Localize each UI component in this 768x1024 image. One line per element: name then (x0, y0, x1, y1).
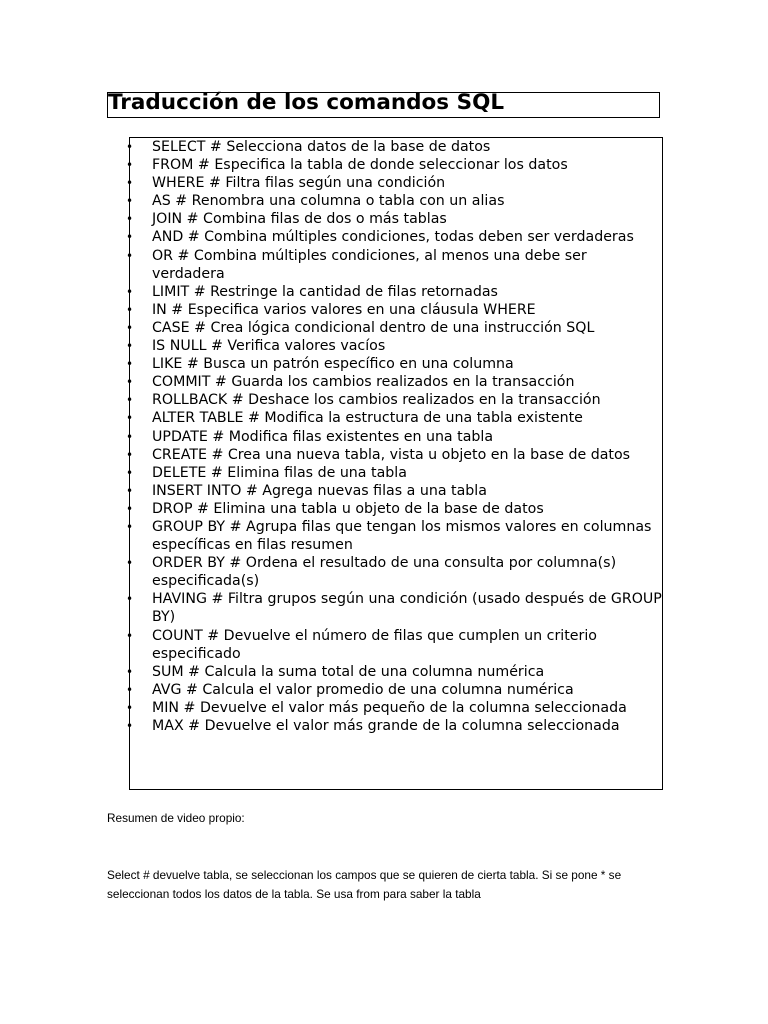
list-item (126, 301, 662, 319)
list-item (126, 138, 662, 156)
list-item (126, 373, 662, 391)
summary-heading: Resumen de video propio: (107, 811, 245, 825)
bullet-icon: • (126, 230, 134, 245)
document-title: Traducción de los comandos SQL (108, 90, 505, 115)
list-item (126, 428, 662, 446)
bullet-icon: • (126, 411, 134, 426)
list-item (126, 409, 662, 427)
bullet-icon: • (126, 194, 134, 209)
summary-text: Select # devuelve tabla, se seleccionan los campos que se quieren de cierta tabla. Si se pone * se seleccionan todos los datos de la tabla. Se usa from para saber la tabla (107, 868, 622, 901)
bullet-icon: • (126, 519, 134, 534)
list-item-text: MAX # Devuelve el valor más grande de la columna seleccionada (152, 718, 620, 734)
bullet-icon: • (126, 212, 134, 227)
bullet-icon: • (126, 700, 134, 715)
list-item-text: ORDER BY # Ordena el resultado de una consulta por columna(s) especificada(s) (152, 555, 617, 590)
list-item (126, 174, 662, 192)
sql-commands-box (126, 137, 663, 790)
list-item-text: ROLLBACK # Deshace los cambios realizados en la transacción (152, 392, 601, 409)
list-item-text: WHERE # Filtra filas según una condición (152, 175, 446, 192)
document-title-box (107, 92, 660, 118)
bullet-icon: • (126, 158, 134, 173)
bullet-icon: • (126, 592, 134, 607)
list-item-text: IS NULL # Verifica valores vacíos (152, 338, 386, 355)
bullet-icon: • (126, 375, 134, 390)
list-item-text: GROUP BY # Agrupa filas que tengan los mismos valores en columnas específicas en filas resumen (152, 518, 652, 554)
list-item-text: LIMIT # Restringe la cantidad de filas retornadas (152, 283, 498, 300)
list-item (126, 192, 662, 210)
bullet-icon: • (126, 501, 134, 516)
list-item (126, 228, 662, 246)
list-item-text: HAVING # Filtra grupos según una condición (usado después de GROUP BY) (152, 591, 662, 626)
list-item (126, 319, 662, 337)
list-item (126, 590, 662, 626)
bullet-icon: • (126, 140, 134, 154)
list-item-text: MIN # Devuelve el valor más pequeño de la columna seleccionada (152, 699, 627, 716)
list-item (126, 355, 662, 373)
sql-commands-list (126, 138, 662, 735)
list-item (126, 699, 662, 717)
list-item-text: AVG # Calcula el valor promedio de una columna numérica (152, 681, 574, 698)
list-item (126, 247, 662, 283)
bullet-icon: • (126, 628, 134, 643)
list-item-text: JOIN # Combina filas de dos o más tablas (152, 211, 447, 228)
list-item-text: FROM # Especifica la tabla de donde seleccionar los datos (152, 157, 568, 174)
list-item (126, 518, 662, 554)
bullet-icon: • (126, 664, 134, 679)
list-item (126, 446, 662, 464)
bullet-icon: • (126, 302, 134, 317)
bullet-icon: • (126, 284, 134, 299)
bullet-icon: • (126, 176, 134, 191)
bullet-icon: • (126, 556, 134, 571)
list-item-text: SELECT # Selecciona datos de la base de datos (152, 139, 491, 155)
list-item (126, 554, 662, 590)
list-item (126, 681, 662, 699)
bullet-icon: • (126, 393, 134, 408)
list-item (126, 391, 662, 409)
list-item-text: DROP # Elimina una tabla u objeto de la base de datos (152, 500, 544, 517)
list-item-text: CREATE # Crea una nueva tabla, vista u objeto en la base de datos (152, 446, 631, 463)
list-item-text: INSERT INTO # Agrega nuevas filas a una tabla (152, 482, 487, 499)
list-item (126, 210, 662, 228)
bullet-icon: • (126, 719, 134, 733)
list-item-text: LIKE # Busca un patrón específico en una columna (152, 356, 514, 373)
bullet-icon: • (126, 320, 134, 335)
list-item (126, 717, 662, 735)
list-item (126, 663, 662, 681)
list-item (126, 500, 662, 518)
list-item (126, 337, 662, 355)
bullet-icon: • (126, 682, 134, 697)
bullet-icon: • (126, 465, 134, 480)
list-item-text: SUM # Calcula la suma total de una columna numérica (152, 663, 545, 680)
list-item-text: UPDATE # Modifica filas existentes en una tabla (152, 428, 494, 445)
bullet-icon: • (126, 483, 134, 498)
list-item-text: DELETE # Elimina filas de una tabla (152, 464, 407, 481)
bullet-icon: • (126, 248, 134, 263)
bullet-icon: • (126, 447, 134, 462)
list-item-text: AND # Combina múltiples condiciones, todas deben ser verdaderas (152, 229, 634, 246)
bullet-icon: • (126, 339, 134, 354)
list-item-text: COUNT # Devuelve el número de filas que cumplen un criterio especificado (152, 627, 597, 662)
list-item-text: IN # Especifica varios valores en una cláusula WHERE (152, 301, 536, 318)
list-item-text: OR # Combina múltiples condiciones, al menos una debe ser verdadera (152, 247, 587, 282)
list-item-text: ALTER TABLE # Modifica la estructura de una tabla existente (152, 410, 583, 427)
list-item (126, 156, 662, 174)
bullet-icon: • (126, 357, 134, 372)
list-item-text: COMMIT # Guarda los cambios realizados en la transacción (152, 374, 575, 391)
list-item-text: AS # Renombra una columna o tabla con un alias (152, 193, 505, 210)
list-item (126, 464, 662, 482)
list-item-text: CASE # Crea lógica condicional dentro de una instrucción SQL (152, 319, 595, 336)
list-item (126, 283, 662, 301)
list-item (126, 482, 662, 500)
list-item (126, 627, 662, 663)
bullet-icon: • (126, 429, 134, 444)
